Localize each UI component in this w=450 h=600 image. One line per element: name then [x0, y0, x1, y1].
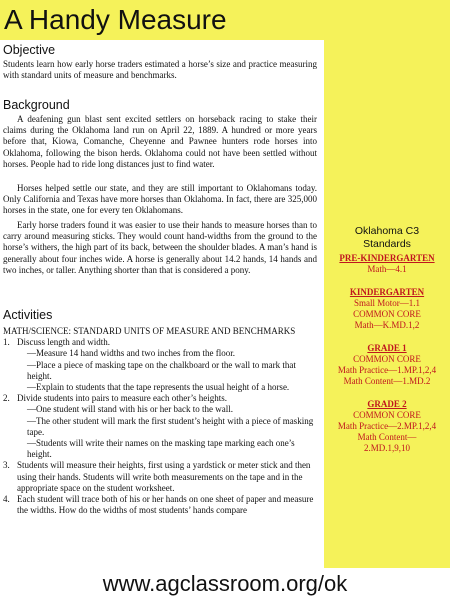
- list-subitem: —The other student will mark the first student’s height with a piece of masking tape.: [27, 415, 314, 437]
- list-number: 1.: [3, 337, 10, 348]
- grade-heading: PRE-KINDERGARTEN: [339, 253, 435, 263]
- grade-heading: GRADE 2: [367, 399, 407, 409]
- activities-heading: Activities: [3, 308, 53, 322]
- standard-line: Math—4.1: [367, 264, 407, 274]
- list-subitem: —One student will stand with his or her back to the wall.: [27, 404, 233, 415]
- standard-line: COMMON CORE: [353, 309, 421, 319]
- activities-section: [3, 326, 321, 516]
- standard-line: COMMON CORE: [353, 354, 421, 364]
- grade-heading: GRADE 1: [367, 343, 407, 353]
- background-paragraph-3: Early horse traders found it was easier to use their hands to measure horses than to carry around measuring sticks. They would count hand-widths from the ground to the horse’s withers, the high part of its back, between the shoulder blades. A man’s hand is generally about four inches wide. A horse is generally about 14.2 hands, 14 hands and two inches, or taller. Anything shorter than that is considered a pony.: [3, 220, 317, 275]
- standard-line: Math—K.MD.1,2: [354, 320, 420, 330]
- list-subitem: —Measure 14 hand widths and two inches from the floor.: [27, 348, 235, 359]
- standard-line: Small Motor—1.1: [353, 298, 420, 308]
- title-band: [0, 0, 450, 40]
- standard-line: Math Content—1.MD.2: [343, 376, 431, 386]
- grade-heading: KINDERGARTEN: [349, 287, 425, 297]
- footer: [0, 568, 450, 600]
- list-subitem: —Place a piece of masking tape on the chalkboard or the wall to mark that height.: [27, 359, 296, 381]
- background-paragraph-1: A deafening gun blast sent excited settlers on horseback racing to stake their claims during the Oklahoma land run on April 22, 1889. A hundred or more years before that, Kiowa, Comanche, Cheyenne and Pawnee hunters rode horses into Oklahoma, following the bison herds. Oklahoma could not have been settled without horses. People had to ride long distances just to find water.: [3, 114, 317, 169]
- list-number: 4.: [3, 494, 10, 505]
- standards-title-line1: Oklahoma C3: [354, 225, 420, 237]
- standards-title-line2: Standards: [363, 238, 411, 250]
- activities-subheading: MATH/SCIENCE: STANDARD UNITS OF MEASURE AND BENCHMARKS: [3, 326, 296, 336]
- list-number: 3.: [3, 460, 10, 471]
- background-paragraph-2: Horses helped settle our state, and they are still important to Oklahomans today. Only California and Texas have more horses than Oklahoma. In fact, there are 325,000 horses in the state, one for every ten Oklahomans.: [3, 183, 317, 216]
- standard-line: 2.MD.1,9,10: [363, 443, 410, 453]
- objective-text: Students learn how early horse traders estimated a horse’s size and practice measuring with standard units of measure and benchmarks.: [3, 59, 317, 81]
- list-item-text: Discuss length and width.: [17, 337, 110, 348]
- standard-line: COMMON CORE: [353, 410, 421, 420]
- objective-heading: Objective: [3, 43, 56, 57]
- list-subitem: —Explain to students that the tape represents the usual height of a horse.: [27, 382, 290, 393]
- list-item: [3, 393, 321, 404]
- list-item: [3, 337, 321, 348]
- list-item-text: Students will measure their heights, first using a yardstick or meter stick and then using their hands. Students will write both measurements on the tape and in the appropriate space on the student worksheet.: [17, 460, 311, 493]
- list-item: [3, 494, 321, 516]
- standard-line: Math Content—: [357, 432, 417, 442]
- standards-sidebar: [324, 40, 450, 568]
- list-item-text: Divide students into pairs to measure each other’s heights.: [17, 393, 228, 404]
- page-title: A Handy Measure: [4, 4, 227, 35]
- list-item: [3, 460, 321, 494]
- list-number: 2.: [3, 393, 10, 404]
- background-heading: Background: [3, 98, 70, 112]
- standard-line: Math Practice—1.MP.1,2,4: [337, 365, 437, 375]
- standard-line: Math Practice—2.MP.1,2,4: [337, 421, 437, 431]
- standards-box: [330, 225, 444, 454]
- footer-url-link[interactable]: www.agclassroom.org/ok: [102, 571, 348, 596]
- list-item-text: Each student will trace both of his or her hands on one sheet of paper and measure the widths. How do the widths of most students’ hands compare: [17, 494, 314, 516]
- list-subitem: —Students will write their names on the masking tape marking each one’s height.: [27, 438, 295, 460]
